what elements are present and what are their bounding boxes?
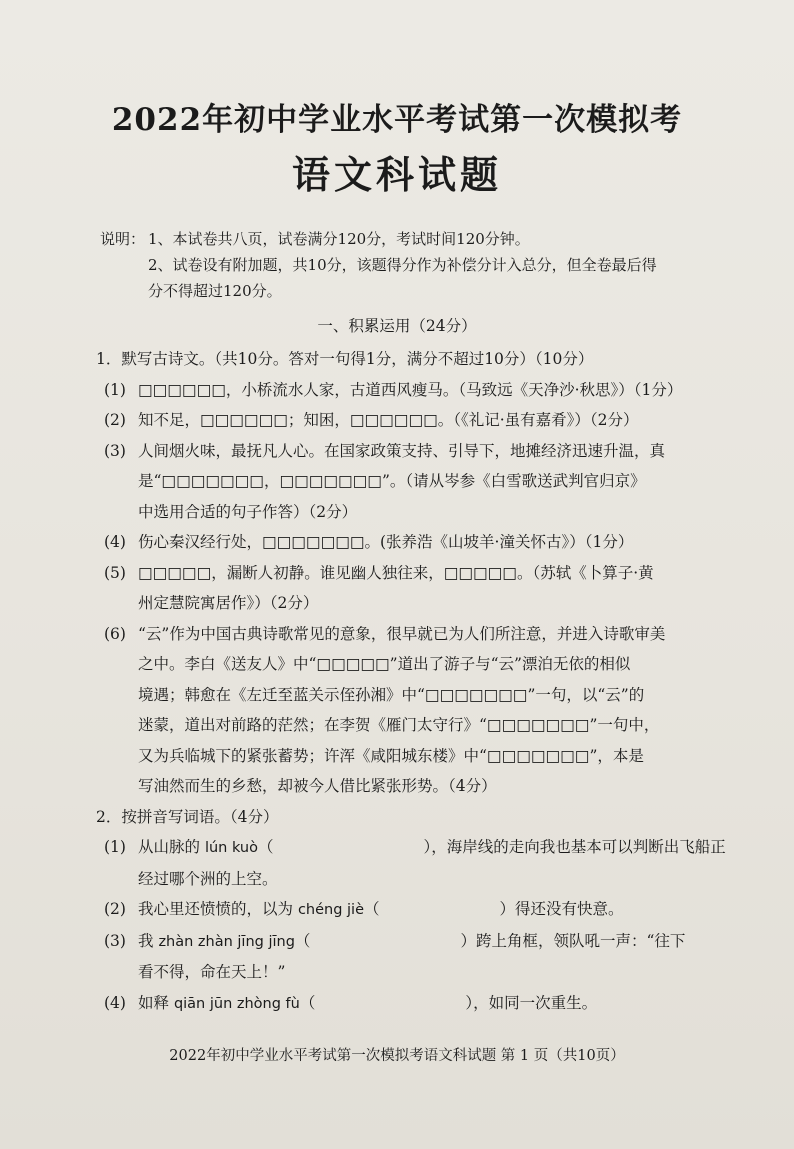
- question-1-item: [104, 527, 726, 558]
- item-number: (6): [104, 624, 126, 643]
- item-number: (1): [104, 380, 126, 399]
- question-2-stem: 2．按拼音写词语。（4分）: [96, 807, 279, 826]
- exam-subject-title: 语文科试题: [291, 152, 502, 197]
- item-suffix: ）跨上角框，领队吼一声：“往下: [460, 931, 686, 950]
- item-suffix: ），海岸线的走向我也基本可以判断出飞船正: [423, 838, 726, 856]
- item-text: 又为兵临城下的紧张蓄势；许浑《咸阳城东楼》中“□□□□□□□”，本是: [138, 746, 644, 765]
- item-text: □□□□□□，小桥流水人家，古道西风瘦马。（马致远《天净沙·秋思》）（1分）: [138, 380, 683, 399]
- question-1-item: [104, 771, 726, 802]
- pinyin: qiān jūn zhòng fù: [173, 995, 300, 1012]
- item-number: (3): [104, 441, 126, 460]
- question-2-item: [104, 926, 726, 958]
- instructions: [100, 226, 730, 304]
- instructions-label: 说明：: [100, 230, 146, 248]
- item-text: 迷蒙，道出对前路的茫然；在李贺《雁门太守行》“□□□□□□□”一句中，: [138, 716, 660, 734]
- item-text: “云”作为中国古典诗歌常见的意象，很早就已为人们所注意，并进入诗歌审美: [138, 624, 666, 643]
- item-text: 州定慧院寓居作》）（2分）: [138, 594, 319, 612]
- item-number: (4): [104, 533, 126, 551]
- item-number: (2): [104, 411, 126, 429]
- question-1-stem: 1．默写古诗文。（共10分。答对一句得1分，满分不超过10分）（10分）: [96, 350, 594, 368]
- item-text: [138, 926, 726, 958]
- instruction-item-2: 2、试卷设有附加题，共10分，该题得分作为补偿分计入总分，但全卷最后得: [148, 256, 657, 274]
- item-number: [104, 588, 138, 619]
- item-number: (3): [104, 931, 126, 950]
- open-paren: （: [257, 838, 274, 856]
- instruction-item-2-cont: 分不得超过120分。: [148, 282, 282, 300]
- question-2-item: [104, 988, 726, 1020]
- item-text: 看不得，命在天上！”: [138, 963, 286, 981]
- item-number: (4): [104, 993, 126, 1012]
- page-footer: 2022年初中学业水平考试第一次模拟考语文科试题 第 1 页（共10页）: [169, 1048, 625, 1064]
- open-paren: （: [299, 993, 316, 1012]
- item-text: 之中。李白《送友人》中“□□□□□”道出了游子与“云”漂泊无依的相似: [138, 655, 631, 673]
- item-text: 经过哪个洲的上空。: [138, 869, 278, 888]
- question-2-items: [96, 832, 726, 1019]
- question-1-item: [104, 588, 726, 619]
- item-number: [104, 864, 138, 895]
- question-1-item: [104, 375, 726, 406]
- open-paren: （: [364, 900, 380, 918]
- item-number: [104, 497, 138, 528]
- section-title: 一、积累运用（24分）: [317, 317, 477, 335]
- question-1-items: [96, 375, 726, 802]
- question-2-item-cont: [104, 864, 726, 895]
- item-text: 境遇；韩愈在《左迁至蓝关示侄孙湘》中“□□□□□□□”一句，以“云”的: [138, 685, 645, 704]
- open-paren: （: [294, 931, 311, 950]
- question-1-item: [104, 741, 726, 772]
- question-1-item: [104, 619, 726, 650]
- item-number: [104, 771, 138, 802]
- pinyin: lún kuò: [204, 840, 258, 856]
- item-number: [104, 957, 138, 988]
- item-number: (1): [104, 838, 126, 856]
- question-1-item: [104, 680, 726, 711]
- question-1-item: [104, 436, 726, 467]
- item-number: (2): [104, 900, 126, 918]
- item-text: 伤心秦汉经行处，□□□□□□□。(张养浩《山坡羊·潼关怀古》）（1分）: [138, 533, 634, 551]
- pinyin: zhàn zhàn jīng jīng: [158, 933, 295, 950]
- questions: [96, 344, 726, 1019]
- exam-title: 2022年初中学业水平考试第一次模拟考: [111, 102, 683, 138]
- question-1-item: [104, 710, 726, 741]
- item-text: 写油然而生的乡愁，却被今人借比紧张形势。（4分）: [138, 777, 497, 795]
- item-number: [104, 649, 138, 680]
- item-prefix: 我心里还愤愤的，以为: [138, 900, 298, 918]
- question-2-item-cont: [104, 957, 726, 988]
- question-1-item: [104, 649, 726, 680]
- item-text: 知不足，□□□□□□；知困，□□□□□□。（《礼记·虽有嘉肴》）（2分）: [138, 411, 639, 429]
- item-suffix: ）得还没有快意。: [499, 900, 624, 918]
- item-suffix: ），如同一次重生。: [465, 993, 598, 1012]
- item-number: [104, 680, 138, 711]
- item-number: [104, 741, 138, 772]
- question-2-item: [104, 894, 726, 926]
- instruction-item-1: 1、本试卷共八页，试卷满分120分，考试时间120分钟。: [148, 230, 530, 248]
- item-text: 中选用合适的句子作答）（2分）: [138, 502, 358, 521]
- question-1-item: [104, 497, 726, 528]
- item-prefix: 如释: [138, 993, 174, 1012]
- item-number: [104, 710, 138, 741]
- item-text: [138, 988, 726, 1020]
- item-text: □□□□□，漏断人初静。谁见幽人独往来，□□□□□。（苏轼《卜算子·黄: [138, 563, 654, 582]
- item-number: (5): [104, 563, 126, 582]
- item-text: 是“□□□□□□□，□□□□□□□”。（请从岑参《白雪歌送武判官归京》: [138, 472, 646, 490]
- item-prefix: 我: [138, 931, 159, 950]
- item-prefix: 从山脉的: [138, 838, 205, 856]
- pinyin: chéng jiè: [297, 902, 365, 918]
- question-2-item: [104, 832, 726, 864]
- item-text: [138, 832, 726, 864]
- item-text: 人间烟火味，最抚凡人心。在国家政策支持、引导下，地摊经济迅速升温，真: [138, 441, 666, 460]
- item-number: [104, 466, 138, 497]
- question-1-item: [104, 466, 726, 497]
- item-text: [138, 894, 726, 926]
- question-1-item: [104, 405, 726, 436]
- question-1-item: [104, 558, 726, 589]
